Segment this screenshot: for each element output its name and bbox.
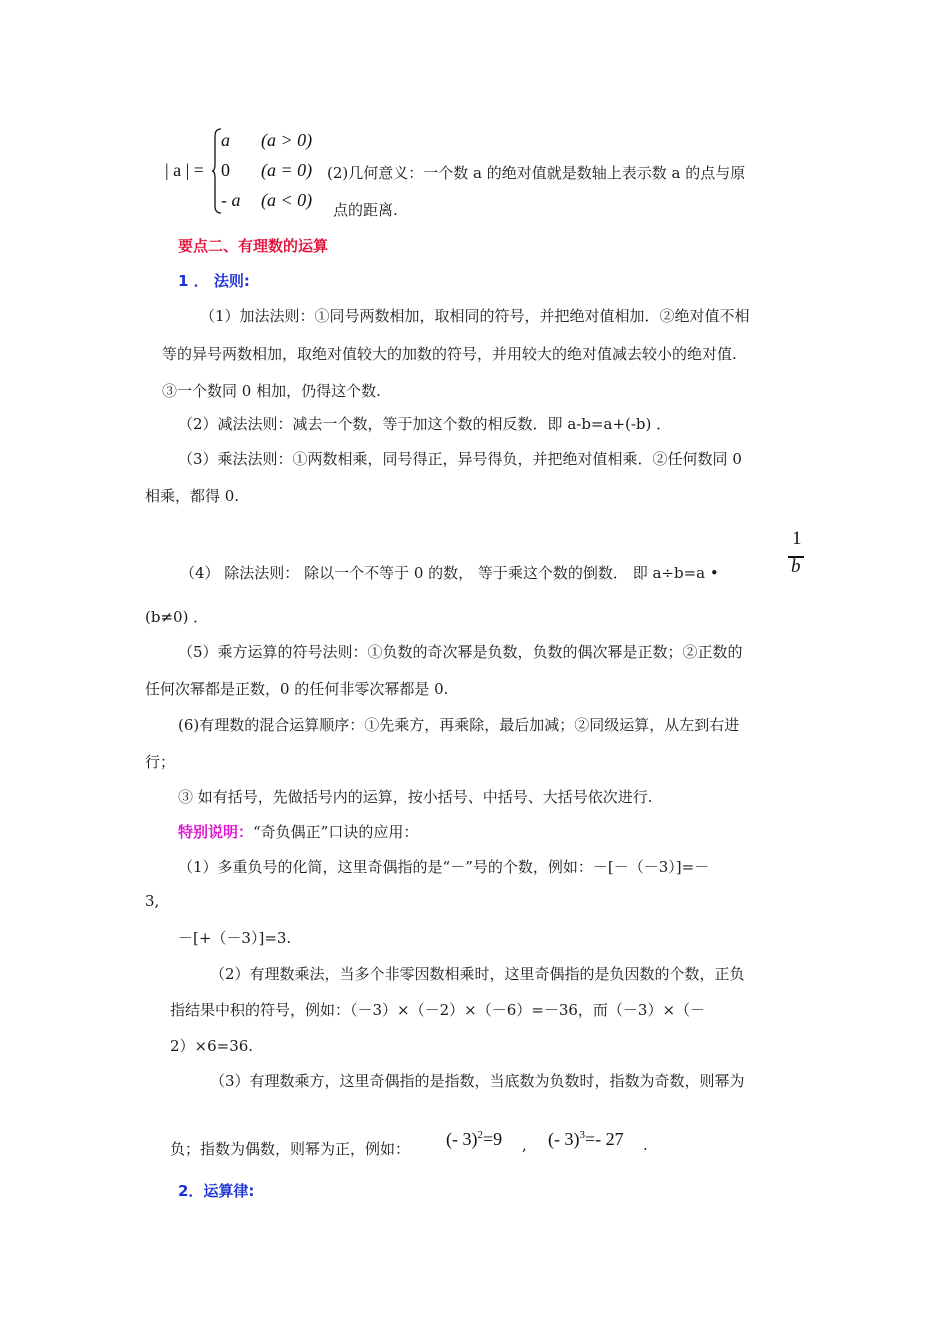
case-cond-2: (a = 0): [261, 160, 313, 180]
subsection-rules-title: 1 ． 法则:: [178, 272, 250, 290]
section-title: 要点二、有理数的运算: [178, 237, 329, 255]
special-p3-line1: （3）有理数乘方，这里奇偶指的是指数，当底数为负数时，指数为奇数，则幂为: [210, 1072, 745, 1090]
division-rule-line2: (b≠0) ．: [145, 608, 209, 626]
fraction-denominator: b: [791, 556, 801, 577]
special-p2-line1: （2）有理数乘法，当多个非零因数相乘时，这里奇偶指的是负因数的个数，正负: [210, 965, 745, 983]
fraction-numerator: 1: [792, 528, 802, 549]
geometric-meaning-line1: (2)几何意义：一个数 a 的绝对值就是数轴上表示数 a 的点与原: [327, 164, 746, 182]
special-note-text: “奇负偶正”口诀的应用：: [253, 823, 419, 841]
special-note-label: 特别说明：: [178, 823, 254, 841]
case-expr-1: a: [221, 130, 230, 150]
special-p2-line3: 2）×6=36.: [170, 1037, 254, 1055]
addition-rule-line3: ③一个数同 0 相加，仍得这个数.: [162, 382, 381, 400]
special-p2-line2: 指结果中积的符号，例如：（－3）×（－2）×（－6）=－36，而（－3）×（－: [170, 1001, 706, 1019]
power-example-1: (- 3)$^2$=9: [446, 1129, 503, 1149]
special-p1-line3: －[+（－3）]=3.: [178, 929, 292, 947]
abs-lhs: | a | =: [165, 160, 204, 180]
special-note: [178, 821, 418, 842]
mixed-order-line1: (6)有理数的混合运算顺序：①先乘方，再乘除，最后加减；②同级运算，从左到右进: [178, 716, 740, 734]
example-end-period: .: [643, 1136, 648, 1154]
special-p1-line1: （1）多重负号的化简，这里奇偶指的是“－”号的个数，例如：－[－（－3）]=－: [178, 858, 710, 876]
power-sign-rule-line1: （5）乘方运算的符号法则：①负数的奇次幂是负数，负数的偶次幂是正数；②正数的: [178, 643, 743, 661]
mixed-order-line3: ③ 如有括号，先做括号内的运算，按小括号、中括号、大括号依次进行.: [178, 788, 653, 806]
case-expr-3: - a: [221, 190, 241, 210]
power-sign-rule-line2: 任何次幂都是正数，0 的任何非零次幂都是 0.: [145, 680, 449, 698]
multiplication-rule-line1: （3）乘法法则：①两数相乘，同号得正，异号得负，并把绝对值相乘．②任何数同 0: [178, 450, 742, 468]
mixed-order-line2: 行；: [145, 753, 176, 771]
division-rule-line1: （4） 除法法则： 除以一个不等于 0 的数， 等于乘这个数的倒数． 即 a÷b=a •: [180, 564, 719, 582]
subtraction-rule: （2）减法法则：减去一个数，等于加这个数的相反数．即 a-b=a+(-b) ．: [178, 415, 672, 433]
addition-rule-line2: 等的异号两数相加，取绝对值较大的加数的符号，并用较大的绝对值减去较小的绝对值.: [162, 345, 737, 363]
case-cond-1: (a > 0): [261, 130, 313, 150]
power-example-2: (- 3)$^3$=- 27: [548, 1129, 624, 1149]
multiplication-rule-line2: 相乘，都得 0.: [145, 487, 240, 505]
special-p1-line2: 3,: [145, 892, 160, 910]
addition-rule-line1: （1）加法法则：①同号两数相加，取相同的符号，并把绝对值相加．②绝对值不相: [200, 307, 750, 325]
subsection-laws-title: 2．运算律:: [178, 1182, 255, 1200]
case-expr-2: 0: [221, 160, 230, 180]
case-cond-3: (a < 0): [261, 190, 313, 210]
special-p3-line2: 负；指数为偶数，则幂为正，例如：: [170, 1140, 411, 1158]
example-separator: ,: [522, 1136, 527, 1154]
geometric-meaning-line2: 点的距离.: [333, 201, 398, 219]
